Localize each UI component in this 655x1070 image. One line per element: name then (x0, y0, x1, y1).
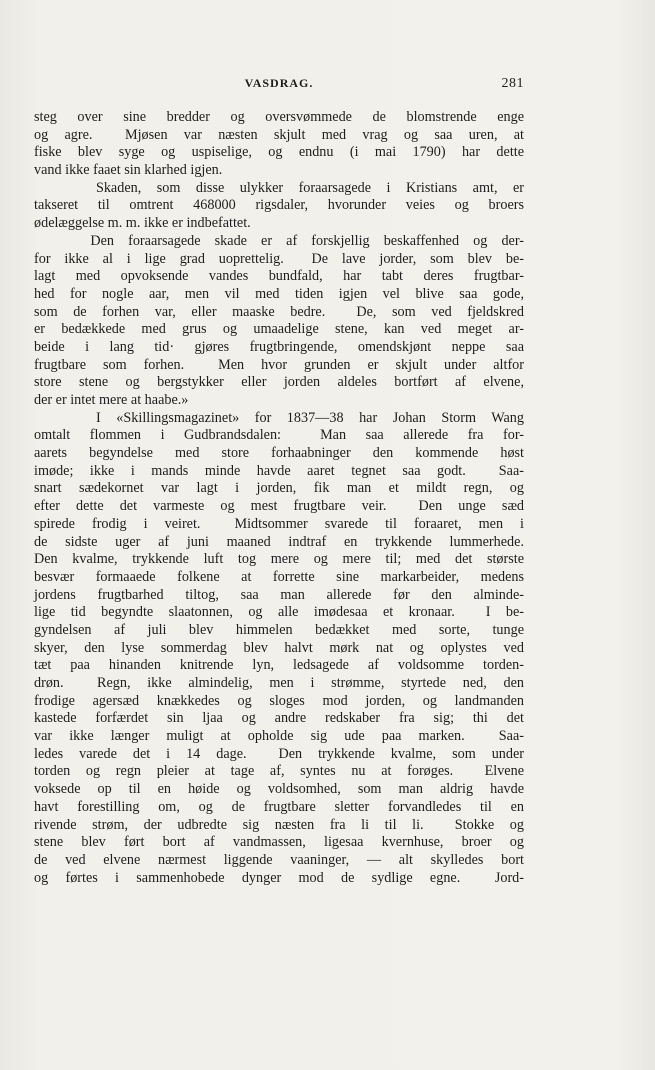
text-line: de sidste uger af juni maaned indtraf en trykkende lummerhede. (34, 533, 524, 550)
text-line: frodige agersæd knækkedes og sloges mod jorden, og landmanden (34, 692, 524, 709)
text-line: vand ikke faaet sin klarhed igjen. (34, 162, 223, 179)
text-line: spirede frodig i veiret. Midtsommer svarede til foraaret, men i (34, 515, 524, 532)
text-line: Den foraarsagede skade er af forskjellig beskaffenhed og der- (34, 232, 524, 249)
text-line: snart sædekornet var lagt i jorden, fik man et mildt regn, og (34, 480, 524, 497)
text-line: aarets begyndelse med store forhaabninger den kommende høst (34, 445, 524, 462)
text-line: lige tid begyndte slaatonnen, og alle imødesaa et kronaar. I be- (34, 604, 524, 621)
text-line: tæt paa hinanden knitrende lyn, ledsagede af voldsomme torden- (34, 657, 524, 674)
text-line: hed for nogle aar, men vil med tiden igjen vel blive saa gode, (34, 285, 524, 302)
text-line: havt forestilling om, og de frugtbare sletter forvandledes til en (34, 798, 524, 815)
text-line: skyer, den lyse sommerdag blev halvt mørk nat og oplystes ved (34, 639, 524, 656)
text-line: jordens frugtbarhed tiltog, saa man allerede før den alminde- (34, 586, 524, 603)
text-line: steg over sine bredder og oversvømmede de blomstrende enge (34, 109, 524, 125)
text-line: Den kvalme, trykkende luft tog mere og mere til; med det største (34, 551, 524, 568)
text-line: drøn. Regn, ikke almindelig, men i strømme, styrtede ned, den (34, 675, 524, 691)
text-line: besvær formaaede folkene at forrette sine markarbeider, medens (34, 568, 524, 585)
text-line: imøde; ikke i mands minde havde aaret tegnet saa godt. Saa- (34, 462, 524, 479)
text-line: store stene og bergstykker eller jorden aldeles bortført af elvene, (34, 374, 524, 391)
text-line: og agre. Mjøsen var næsten skjult med vrag og saa uren, at (34, 126, 524, 143)
text-line: beide i lang tid· gjøres frugtbringende, omendskjønt neppe saa (34, 338, 524, 355)
text-line: som de forhen var, eller maaske bedre. De, som ved fjeldskred (34, 303, 524, 320)
text-line: gyndelsen af juli blev himmelen bedækket med sorte, tunge (34, 621, 524, 638)
text-line: er bedækkede med grus og umaadelige stene, kan ved meget ar- (34, 321, 524, 338)
text-line: stene blev ført bort af vandmassen, ligesaa kvernhuse, broer og (34, 834, 524, 851)
text-line: frugtbare som forhen. Men hvor grunden er skjult under altfor (34, 356, 524, 373)
text-line: I «Skillingsmagazinet» for 1837—38 har Johan Storm Wang (34, 409, 524, 426)
text-line: omtalt flommen i Gudbrandsdalen: Man saa allerede fra for- (34, 427, 524, 444)
page-number: 281 (501, 76, 524, 91)
text-line: Skaden, som disse ulykker foraarsagede i Kristians amt, er (34, 179, 524, 196)
text-line: for ikke al i lige grad uoprettelig. De lave jorder, som blev be- (34, 250, 524, 267)
running-head (34, 76, 524, 96)
text-line: ødelæggelse m. m. ikke er indbefattet. (34, 215, 251, 232)
body-text (34, 109, 524, 887)
running-title: VASDRAG. (244, 76, 314, 90)
text-line: kastede forfærdet sin ljaa og andre redskaber fra sig; thi det (34, 710, 524, 727)
text-line: der er intet mere at haabe.» (34, 392, 189, 408)
text-line: og førtes i sammenhobede dynger mod de sydlige egne. Jord- (34, 869, 524, 886)
text-line: var ikke længer muligt at opholde sig ude paa marken. Saa- (34, 728, 524, 745)
text-line: efter dette det varmeste og mest frugtbare veir. Den unge sæd (34, 498, 524, 515)
text-line: de ved elvene nærmest liggende vaaninger, — alt skylledes bort (34, 851, 524, 868)
text-line: lagt med opvoksende vandes bundfald, har tabt deres frugtbar- (34, 268, 524, 285)
text-line: rivende strøm, der udbredte sig næsten fra li til li. Stokke og (34, 816, 524, 833)
text-line: ledes varede det i 14 dage. Den trykkende kvalme, som under (34, 745, 524, 762)
text-line: takseret til omtrent 468000 rigsdaler, hvorunder veies og broers (34, 197, 524, 214)
text-line: fiske blev syge og uspiselige, og endnu (i mai 1790) har dette (34, 144, 524, 161)
text-line: voksede op til en høide og voldsomhed, som man aldrig havde (34, 781, 524, 798)
text-line: torden og regn pleier at tage af, syntes nu at forøges. Elvene (34, 763, 524, 780)
